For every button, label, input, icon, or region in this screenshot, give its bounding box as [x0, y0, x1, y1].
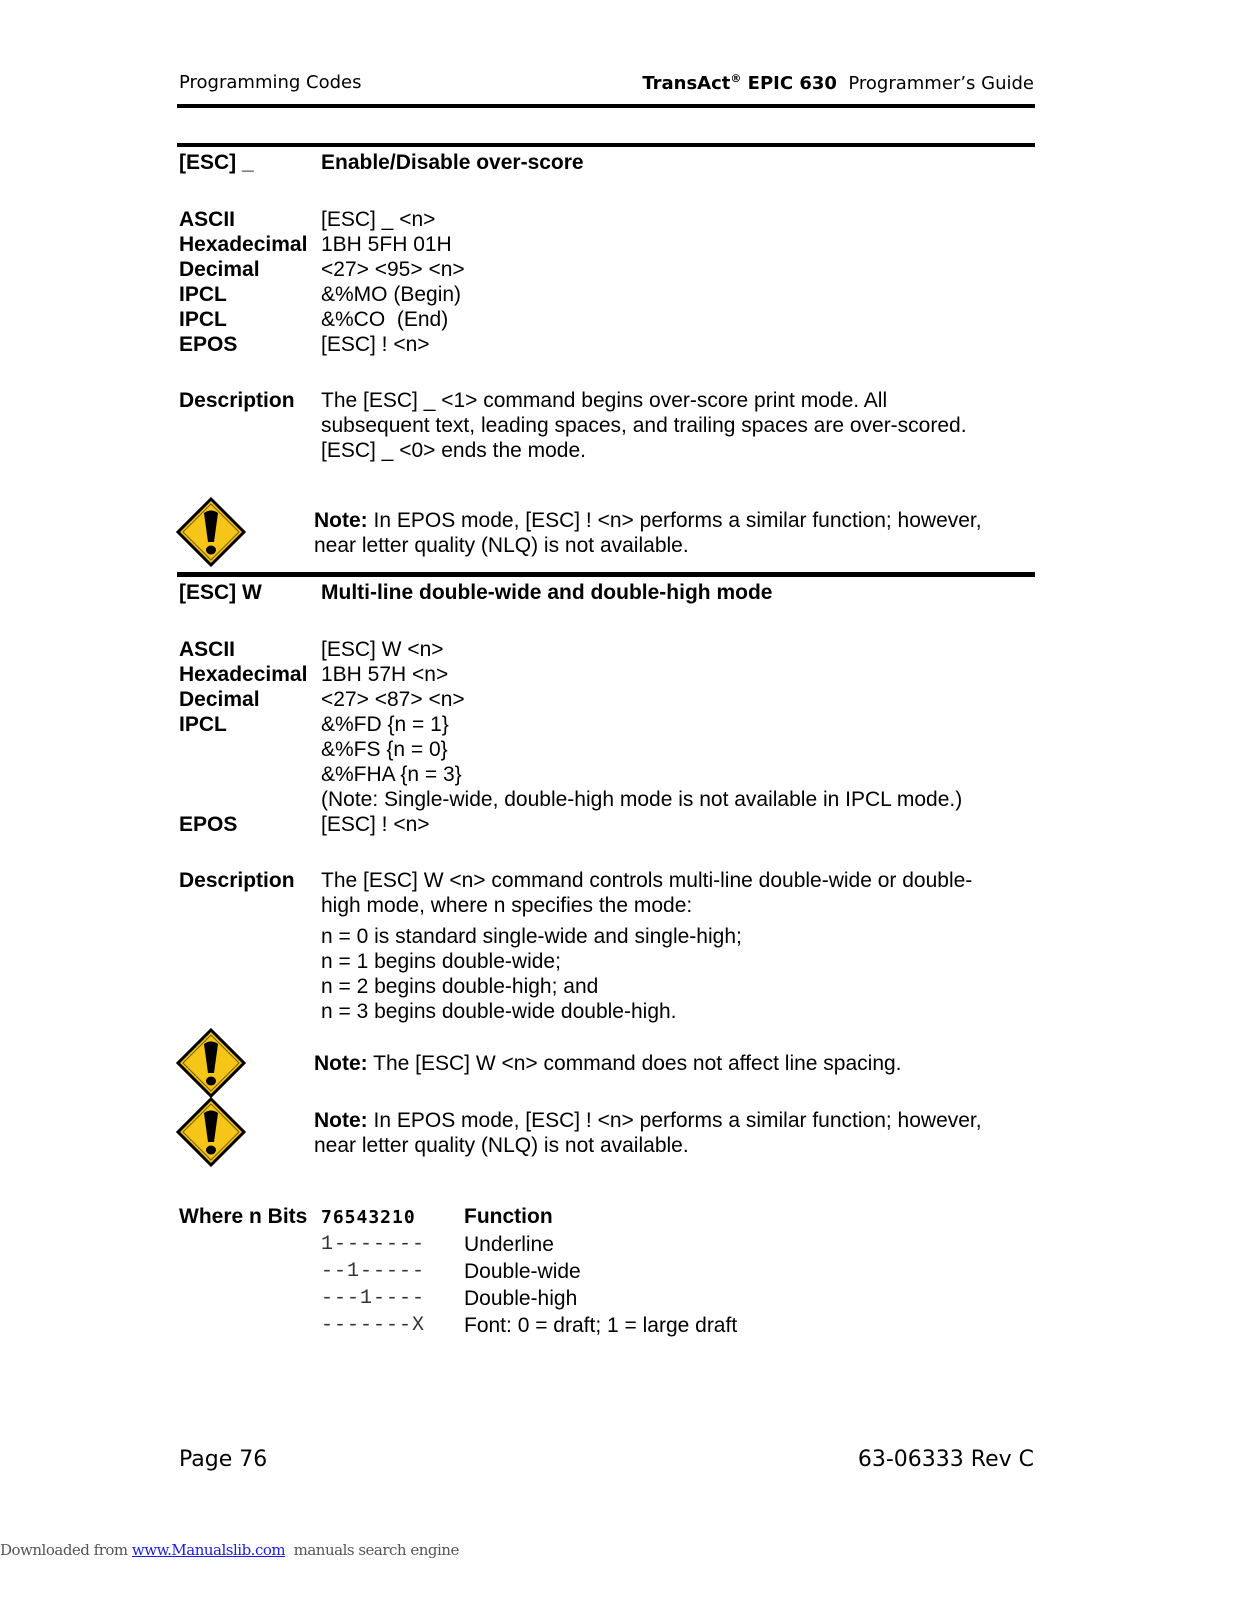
- description-label: Description: [179, 869, 295, 892]
- command-name: [ESC] W: [179, 581, 262, 604]
- description-line: The [ESC] W <n> command controls multi-line double-wide or double-: [321, 869, 973, 892]
- guide-name: Programmer’s Guide: [848, 73, 1034, 94]
- code-label: Decimal: [179, 258, 260, 281]
- mode-item: n = 2 begins double-high; and: [321, 975, 599, 998]
- bits-label: Where n Bits: [179, 1205, 308, 1228]
- warning-icon: [176, 1028, 246, 1098]
- code-label: EPOS: [179, 813, 238, 836]
- brand-name: TransAct: [642, 73, 731, 94]
- bits-pattern: --1-----: [321, 1260, 426, 1283]
- bits-pattern: ---1----: [321, 1287, 426, 1310]
- code-value: [ESC] _ <n>: [321, 208, 436, 231]
- code-value: &%MO (Begin): [321, 283, 462, 306]
- note-text: The [ESC] W <n> command does not affect line spacing.: [367, 1052, 902, 1075]
- download-bar: [0, 1541, 459, 1559]
- code-value: &%FHA {n = 3}: [321, 763, 462, 786]
- warning-icon: [176, 497, 246, 567]
- description-line: The [ESC] _ <1> command begins over-score print mode. All: [321, 389, 888, 412]
- note-text-line: near letter quality (NLQ) is not available.: [314, 534, 689, 557]
- header-rule: [177, 104, 1035, 108]
- note: [314, 1108, 982, 1133]
- bits-pattern: 1-------: [321, 1233, 426, 1256]
- section-rule: [177, 572, 1035, 577]
- code-value: 1BH 5FH 01H: [321, 233, 452, 256]
- note-text: In EPOS mode, [ESC] ! <n> performs a similar function; however,: [367, 1109, 982, 1132]
- bits-pattern: -------X: [321, 1314, 426, 1337]
- description-line: [ESC] _ <0> ends the mode.: [321, 439, 587, 462]
- code-value: &%FS {n = 0}: [321, 738, 448, 761]
- function-header: Function: [464, 1205, 553, 1228]
- code-label: IPCL: [179, 713, 227, 736]
- note-text: In EPOS mode, [ESC] ! <n> performs a similar function; however,: [367, 509, 982, 532]
- warning-icon: [176, 1097, 246, 1167]
- code-label: IPCL: [179, 308, 227, 331]
- code-value: [ESC] ! <n>: [321, 333, 430, 356]
- code-label: EPOS: [179, 333, 238, 356]
- description-label: Description: [179, 389, 295, 412]
- code-label: Hexadecimal: [179, 663, 308, 686]
- bits-function: Font: 0 = draft; 1 = large draft: [464, 1314, 738, 1337]
- bits-function: Double-high: [464, 1287, 578, 1310]
- document-number: 63-06333 Rev C: [857, 1447, 1034, 1472]
- code-value: [ESC] W <n>: [321, 638, 444, 661]
- section-rule: [177, 143, 1035, 147]
- note-label: Note:: [314, 1109, 368, 1132]
- code-value: <27> <87> <n>: [321, 688, 465, 711]
- mode-item: n = 0 is standard single-wide and single-high;: [321, 925, 742, 948]
- command-title: Multi-line double-wide and double-high mode: [321, 581, 773, 604]
- bits-header: 76543210: [321, 1207, 416, 1228]
- description-line: high mode, where n specifies the mode:: [321, 894, 693, 917]
- page-number: Page 76: [179, 1447, 268, 1472]
- mode-item: n = 1 begins double-wide;: [321, 950, 561, 973]
- note-label: Note:: [314, 1052, 368, 1075]
- code-value: <27> <95> <n>: [321, 258, 465, 281]
- note: [314, 1051, 902, 1076]
- running-header-title: [642, 72, 1034, 94]
- command-name: [ESC] _: [179, 151, 254, 174]
- bits-function: Double-wide: [464, 1260, 581, 1283]
- code-label: Decimal: [179, 688, 260, 711]
- code-value: &%FD {n = 1}: [321, 713, 449, 736]
- code-value: (Note: Single-wide, double-high mode is not available in IPCL mode.): [321, 788, 963, 811]
- note: [314, 508, 982, 533]
- code-value: 1BH 57H <n>: [321, 663, 449, 686]
- model-name: EPIC 630: [741, 73, 837, 94]
- download-suffix: manuals search engine: [285, 1541, 459, 1559]
- code-label: ASCII: [179, 208, 236, 231]
- download-prefix: Downloaded from: [0, 1541, 132, 1559]
- command-title: Enable/Disable over-score: [321, 151, 584, 174]
- note-text-line: near letter quality (NLQ) is not available.: [314, 1134, 689, 1157]
- code-label: IPCL: [179, 283, 227, 306]
- code-value: [ESC] ! <n>: [321, 813, 430, 836]
- running-header-section: Programming Codes: [179, 72, 362, 93]
- note-label: Note:: [314, 509, 368, 532]
- bits-function: Underline: [464, 1233, 554, 1256]
- code-value: &%CO (End): [321, 308, 449, 331]
- mode-item: n = 3 begins double-wide double-high.: [321, 1000, 677, 1023]
- registered-mark: ®: [730, 72, 742, 85]
- description-line: subsequent text, leading spaces, and trailing spaces are over-scored.: [321, 414, 967, 437]
- code-label: ASCII: [179, 638, 236, 661]
- manualslib-link[interactable]: www.Manualslib.com: [131, 1541, 286, 1559]
- code-label: Hexadecimal: [179, 233, 308, 256]
